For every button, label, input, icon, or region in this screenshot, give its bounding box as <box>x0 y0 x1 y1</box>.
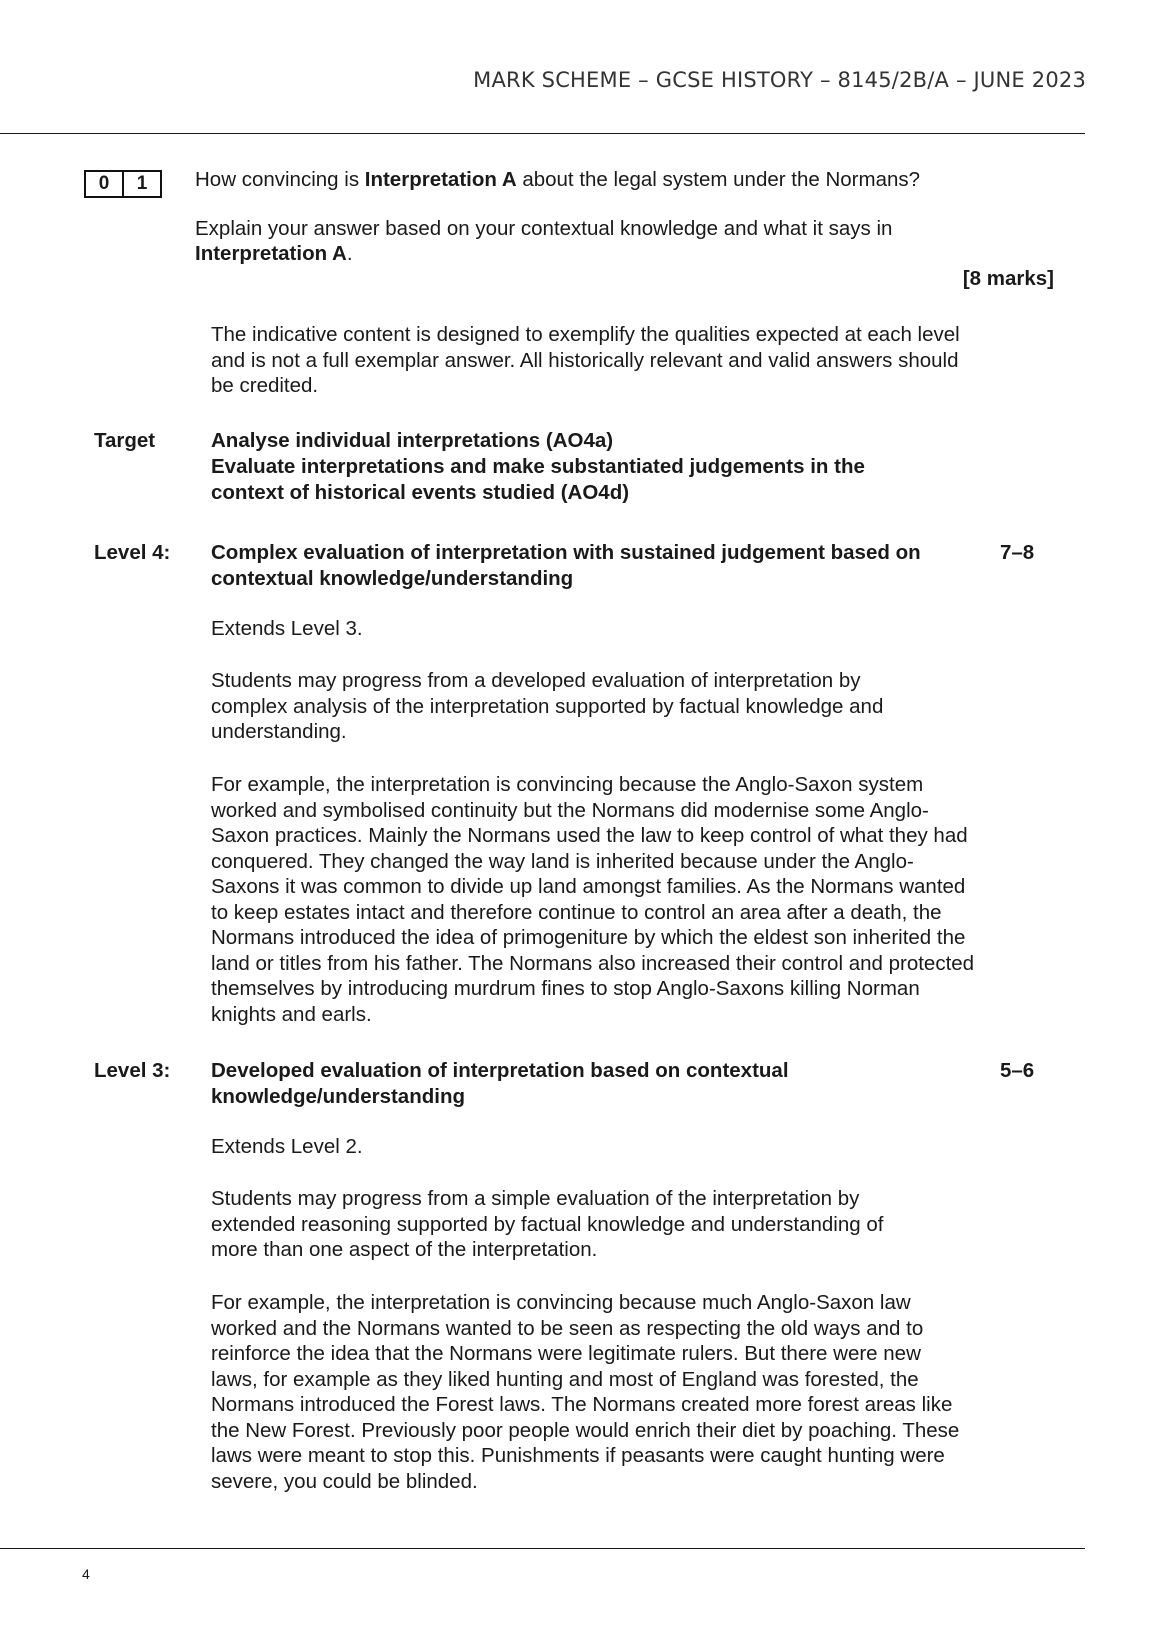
target-line-ao4d: Evaluate interpretations and make substantiated judgements in the context of historical events studied (AO4d) <box>211 455 865 504</box>
level3-marks: 5–6 <box>1000 1059 1035 1082</box>
level4-example: For example, the interpretation is convincing because the Anglo-Saxon system worked and symbolised continuity but the Normans did modernise some Anglo-Saxon practices. Mainly the Normans used the law to keep control of what they had conquered. They changed the way land is inherited because under the Anglo-Saxons it was common to divide up land amongst families. As the Normans wanted to keep estates intact and therefore continue to control an area after a death, the Normans introduced the idea of primogeniture by which the eldest son inherited the land or titles from his father. The Normans also increased their control and protected themselves by introducing murdrum fines to stop Anglo-Saxons killing Norman knights and earls. <box>211 773 975 1026</box>
level3-extends: Extends Level 2. <box>211 1135 363 1158</box>
level3-example: For example, the interpretation is convincing because much Anglo-Saxon law worked and the Normans wanted to be seen as respecting the old ways and to reinforce the idea that the Normans were legitimate rulers. But there were new laws, for example as they liked hunting and most of England was forested, the Normans introduced the Forest laws. The Normans created more forest areas like the New Forest. Previously poor people would enrich their diet by poaching. These laws were meant to stop this. Punishments if peasants were caught hunting were severe, you could be blinded. <box>211 1291 960 1493</box>
level4-extends: Extends Level 3. <box>211 617 363 640</box>
level4-title: Complex evaluation of interpretation with sustained judgement based on contextual knowledge/understanding <box>211 541 921 590</box>
level3-title: Developed evaluation of interpretation based on contextual knowledge/understanding <box>211 1059 789 1108</box>
header-rule <box>0 133 1085 134</box>
target-line-ao4a: Analyse individual interpretations (AO4a) <box>211 429 614 452</box>
question-instruction-cont: Interpretation A. <box>195 242 353 265</box>
footer-rule <box>0 1548 1085 1549</box>
page-number: 4 <box>82 1566 90 1582</box>
level3-progress: Students may progress from a simple evaluation of the interpretation by extended reasoning supported by factual knowledge and understanding of more than one aspect of the interpretation. <box>211 1187 884 1261</box>
question-digit: 0 <box>98 173 110 194</box>
indicative-content-note: The indicative content is designed to exemplify the qualities expected at each level and is not a full exemplar answer. All historically relevant and valid answers should be credited. <box>211 323 960 397</box>
level3-label: Level 3: <box>94 1059 171 1082</box>
level4-label: Level 4: <box>94 541 171 564</box>
question-digit: 1 <box>122 172 160 196</box>
question-instruction: Explain your answer based on your contextual knowledge and what it says in <box>195 217 893 240</box>
target-label: Target <box>94 429 156 452</box>
question-text: How convincing is Interpretation A about the legal system under the Normans? <box>195 168 921 191</box>
running-header: MARK SCHEME – GCSE HISTORY – 8145/2B/A – JUNE 2023 <box>473 68 1086 92</box>
level4-progress: Students may progress from a developed evaluation of interpretation by complex analysis of the interpretation supported by factual knowledge and understanding. <box>211 669 884 743</box>
question-marks: [8 marks] <box>962 267 1054 290</box>
question-number-box <box>84 170 162 198</box>
level4-marks: 7–8 <box>1000 541 1035 564</box>
